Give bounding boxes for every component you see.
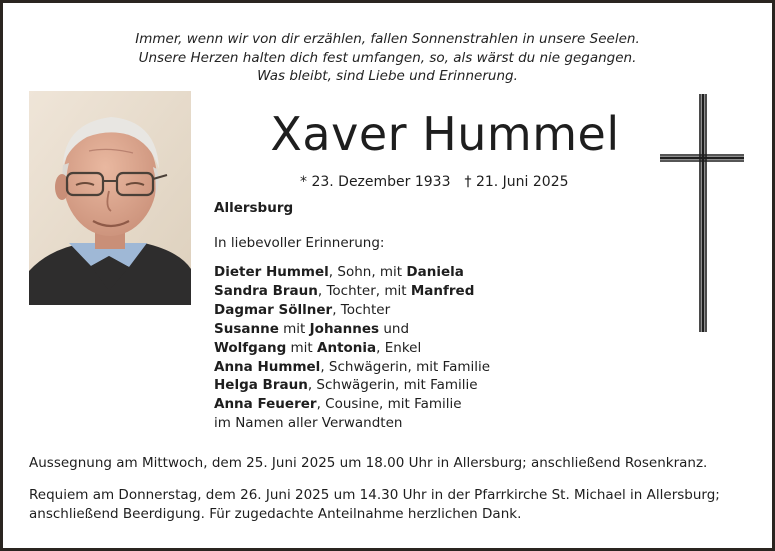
poem-line: Was bleibt, sind Liebe und Erinnerung.	[257, 68, 518, 84]
cross-icon	[656, 92, 748, 334]
death-date: † 21. Juni 2025	[464, 174, 569, 190]
mourner-row: im Namen aller Verwandten	[214, 415, 403, 432]
mourner-row: Anna Hummel, Schwägerin, mit Familie	[214, 358, 491, 375]
mourner-row: Dagmar Söllner, Tochter	[214, 301, 391, 318]
portrait-image	[29, 91, 191, 305]
mourners-list	[214, 263, 490, 433]
portrait-photo	[29, 91, 191, 305]
deceased-name: Xaver Hummel	[270, 107, 620, 161]
life-dates	[300, 173, 569, 191]
memory-intro: In liebevoller Erinnerung:	[214, 235, 385, 251]
mourner-row: Helga Braun, Schwägerin, mit Familie	[214, 377, 478, 394]
blessing-notice: Aussegnung am Mittwoch, dem 25. Juni 2025 um 18.00 Uhr in Allersburg; anschließend Rosenkranz.	[29, 455, 708, 471]
mourner-row: Sandra Braun, Tochter, mit Manfred	[214, 282, 475, 299]
mourner-row: Susanne mit Johannes und	[214, 320, 410, 337]
memorial-poem	[0, 30, 775, 86]
mourner-row: Anna Feuerer, Cousine, mit Familie	[214, 396, 462, 413]
requiem-notice: Requiem am Donnerstag, dem 26. Juni 2025 um 14.30 Uhr in der Pfarrkirche St. Michael in Allersburg; anschließend Beerdigung. Für zugedachte Anteilnahme herzlichen Dank.	[29, 487, 720, 522]
poem-line: Immer, wenn wir von dir erzählen, fallen Sonnenstrahlen in unsere Seelen.	[135, 31, 640, 47]
mourner-row: Dieter Hummel, Sohn, mit Daniela	[214, 264, 464, 280]
hometown: Allersburg	[214, 200, 294, 216]
birth-date: * 23. Dezember 1933	[300, 174, 451, 190]
mourner-row: Wolfgang mit Antonia, Enkel	[214, 339, 422, 356]
poem-line: Unsere Herzen halten dich fest umfangen, so, als wärst du nie gegangen.	[138, 49, 637, 66]
